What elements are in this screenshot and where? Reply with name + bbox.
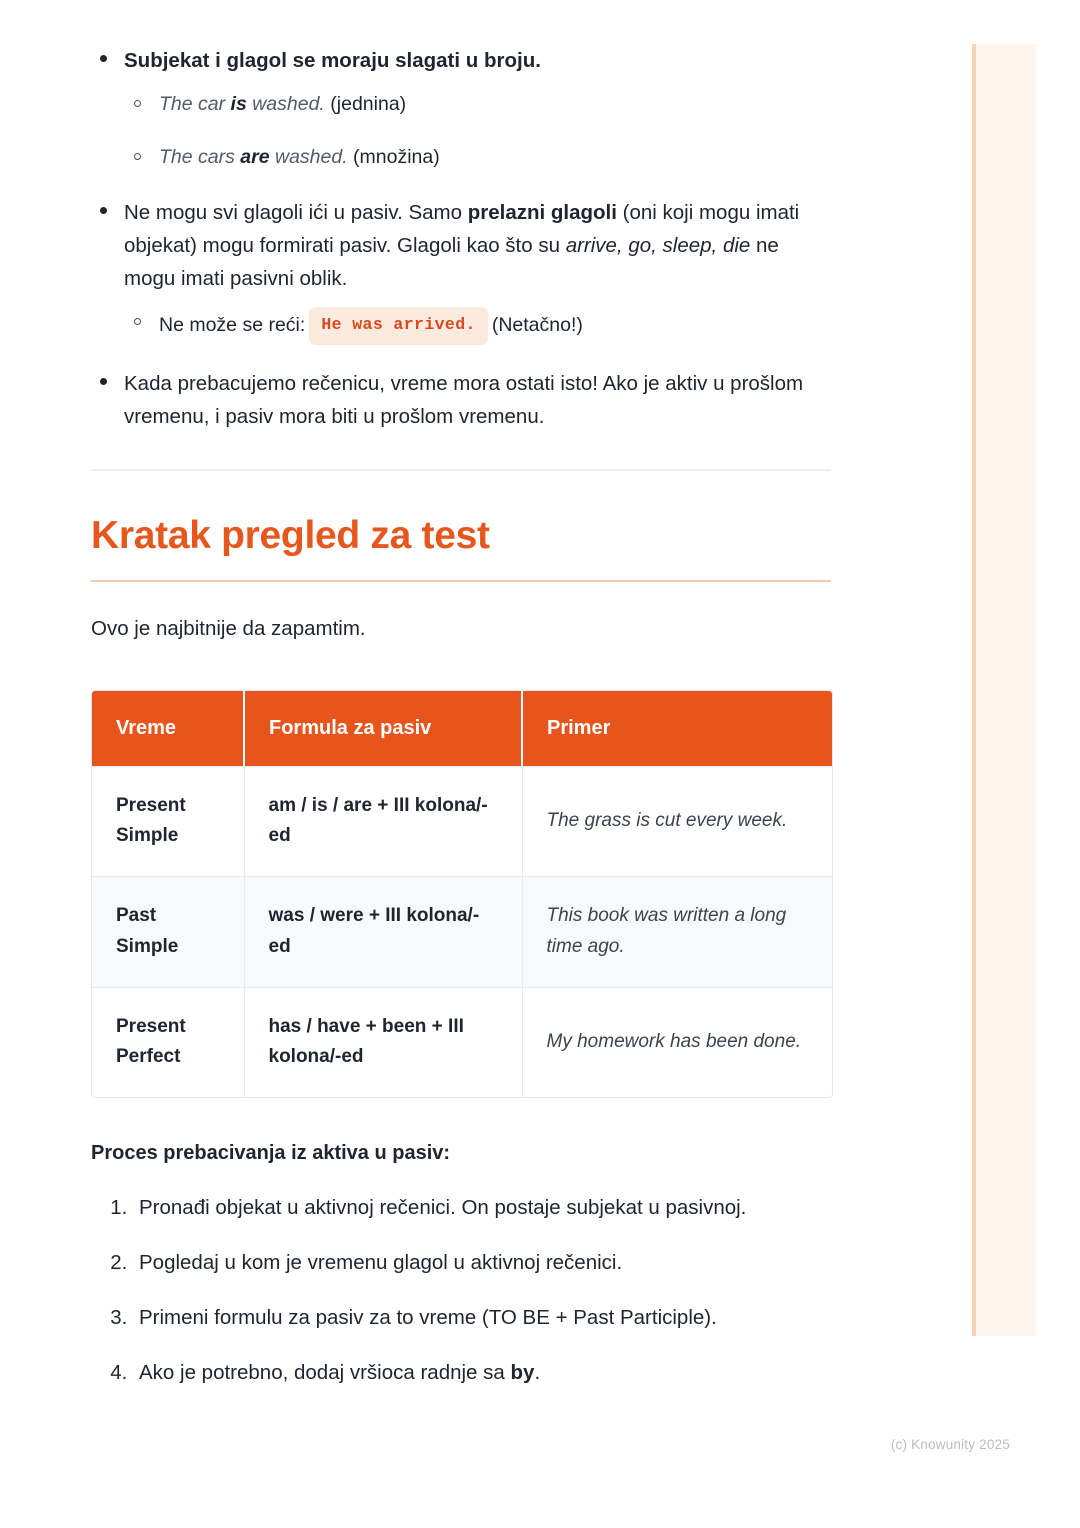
- passive-voice-summary-table: [92, 691, 832, 1098]
- list-item: 3. Primeni formulu za pasiv za to vreme (TO BE + Past Participle).: [133, 1302, 831, 1335]
- page-title: Kratak pregled za test: [91, 513, 490, 557]
- table-header: [92, 691, 832, 767]
- list-item: [133, 1357, 831, 1390]
- cell-formula: has / have + been + III kolona/-ed: [244, 987, 522, 1097]
- list-item: 1. Pronađi objekat u aktivnoj rečenici. On postaje subjekat u pasivnoj.: [133, 1192, 831, 1225]
- incorrect-example-suffix: (Netačno!): [491, 314, 583, 337]
- table-body: [92, 766, 832, 1097]
- document-content: [91, 44, 831, 1389]
- rule-emphasis-transitive: prelazni glagoli: [467, 200, 617, 224]
- rule-text-part: Ne mogu svi glagoli ići u pasiv. Samo: [124, 200, 468, 224]
- example-note-singular: (jednina): [330, 93, 407, 116]
- section-lead-text: Ovo je najbitnije da zapamtim.: [91, 616, 366, 640]
- column-header-example: Primer: [522, 691, 832, 767]
- example-note-plural: (množina): [353, 146, 440, 169]
- footer-copyright: (c) Knowunity 2025: [890, 1437, 1010, 1452]
- cell-tense: Present Simple: [92, 766, 244, 877]
- list-item: [91, 196, 831, 345]
- example-text-part: The car: [159, 93, 231, 116]
- example-text-part: washed.: [246, 93, 325, 116]
- rule-text-part: (oni koji mogu imati objekat) mogu formirati pasiv. Glagoli kao što su: [124, 200, 800, 257]
- cell-example: This book was written a long time ago.: [522, 877, 832, 988]
- list-item: [91, 367, 831, 433]
- agreement-examples-list: [124, 89, 831, 173]
- step-text-part: .: [534, 1360, 541, 1384]
- code-chip-incorrect-sentence: He was arrived.: [309, 307, 488, 344]
- table-row: [92, 877, 832, 988]
- cell-formula: was / were + III kolona/-ed: [244, 877, 522, 988]
- process-steps-list: [91, 1192, 831, 1389]
- incorrect-example-list: [124, 307, 831, 344]
- example-plural: [159, 146, 348, 168]
- cell-tense: Present Perfect: [92, 987, 244, 1097]
- list-item: [124, 89, 831, 120]
- example-text-part: washed.: [269, 146, 348, 169]
- summary-table-container: [91, 690, 833, 1099]
- cell-tense: Past Simple: [92, 877, 244, 988]
- example-singular: [159, 93, 325, 115]
- list-item: [124, 142, 831, 173]
- process-section-title: Proces prebacivanja iz aktiva u pasiv:: [91, 1142, 451, 1165]
- rule-verb-examples: arrive, go, sleep, die: [565, 233, 751, 257]
- heading-underline: [91, 580, 831, 582]
- rules-bullet-list: [91, 44, 831, 433]
- step-keyword-by: by: [510, 1360, 535, 1384]
- rule-transitive-verbs: [124, 196, 831, 296]
- list-item: [91, 44, 831, 174]
- example-text-part: The cars: [159, 146, 241, 169]
- cell-formula: am / is / are + III kolona/-ed: [244, 766, 522, 877]
- column-header-formula: Formula za pasiv: [244, 691, 522, 767]
- cell-example: My homework has been done.: [522, 987, 832, 1097]
- rule-text-part: ne mogu imati pasivni oblik.: [124, 233, 779, 290]
- table-row: [92, 987, 832, 1097]
- step-text-part: Ako je potrebno, dodaj vršioca radnje sa: [139, 1360, 511, 1384]
- example-verb: is: [230, 93, 247, 116]
- column-header-tense: Vreme: [92, 691, 244, 767]
- list-item: 2. Pogledaj u kom je vremenu glagol u aktivnoj rečenici.: [133, 1247, 831, 1280]
- table-header-row: [92, 691, 832, 767]
- table-row: [92, 766, 832, 877]
- incorrect-example-prefix: Ne može se reći:: [159, 314, 306, 337]
- section-divider: [91, 469, 831, 471]
- list-item: [124, 307, 831, 344]
- rule-agreement-title: Subjekat i glagol se moraju slagati u broju.: [124, 49, 541, 72]
- rule-tense-consistency: Kada prebacujemo rečenicu, vreme mora ostati isto! Ako je aktiv u prošlom vremenu, i pasiv mora biti u prošlom vremenu.: [124, 371, 804, 428]
- example-verb: are: [240, 146, 270, 169]
- cell-example: The grass is cut every week.: [522, 766, 832, 877]
